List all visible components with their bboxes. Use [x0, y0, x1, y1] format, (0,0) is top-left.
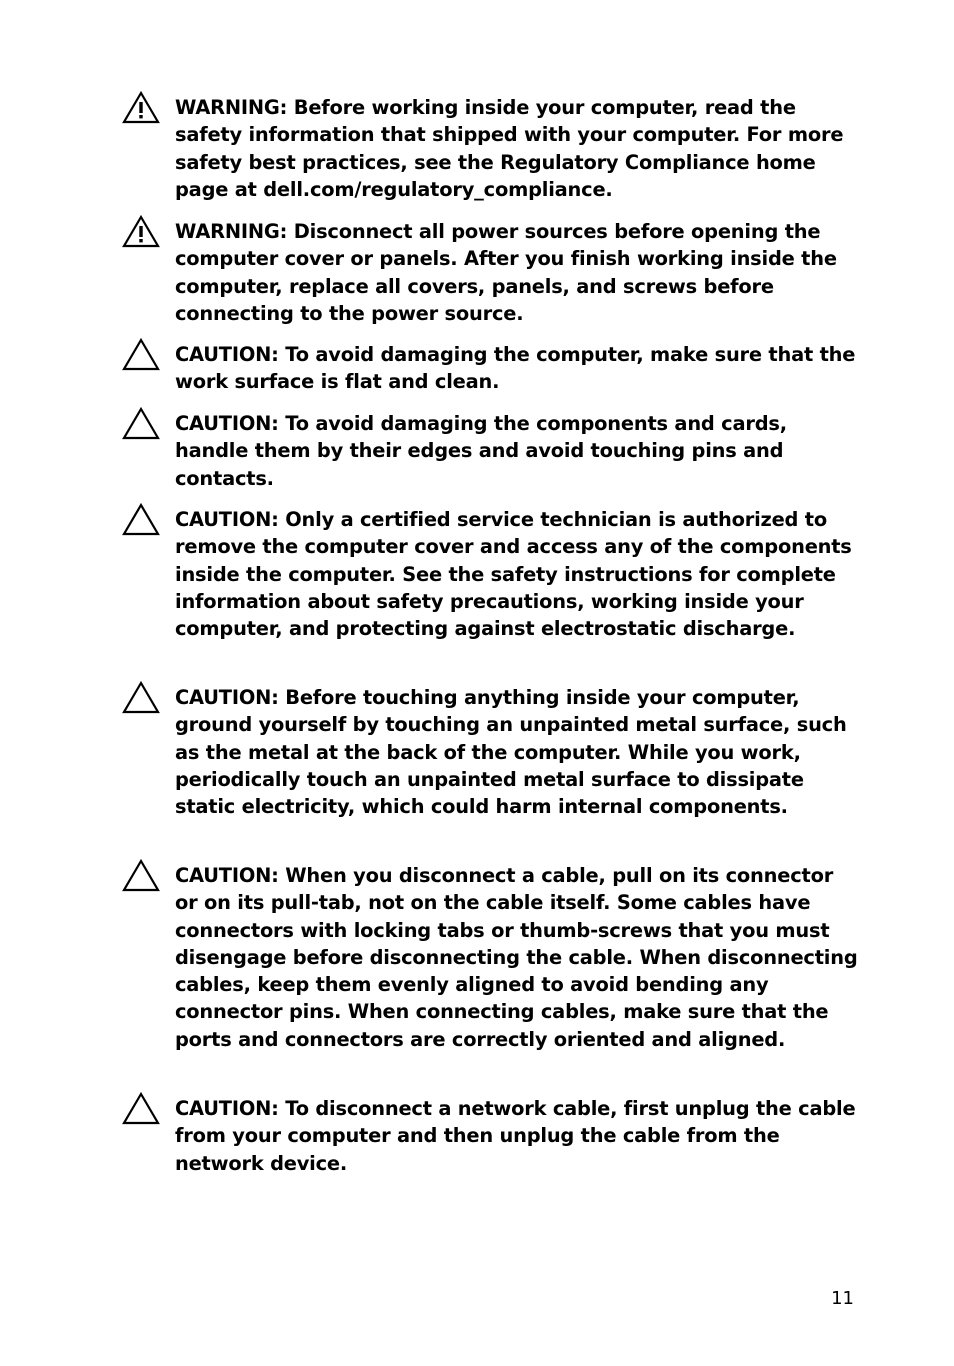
- caution-triangle-icon: [122, 337, 160, 371]
- notice-text: CAUTION: To avoid damaging the computer, make sure that the work surface is flat and clean.: [175, 343, 856, 394]
- caution-triangle-icon: [122, 858, 160, 892]
- caution-notice-1: [122, 341, 862, 396]
- notice-text: CAUTION: Before touching anything inside your computer, ground yourself by touching an unpainted metal surface, such as the metal at the back of the computer. While you work, periodically touch an unpainted metal surface to dissipate static electricity, which could harm internal components.: [175, 686, 847, 819]
- caution-triangle-icon: [122, 1091, 160, 1125]
- notice-text: CAUTION: Only a certified service technician is authorized to remove the computer cover and access any of the components inside the computer. See the safety instructions for complete information about safety precautions, working inside your computer, and protecting against electrostatic discharge.: [175, 508, 852, 641]
- caution-triangle-icon: [122, 680, 160, 714]
- notice-text: CAUTION: To disconnect a network cable, first unplug the cable from your computer and then unplug the cable from the network device.: [175, 1097, 856, 1175]
- warning-triangle-icon: [122, 90, 160, 124]
- caution-notice-2: [122, 410, 862, 492]
- warning-triangle-icon: [122, 214, 160, 248]
- caution-notice-6: [122, 1095, 862, 1177]
- notice-text: CAUTION: To avoid damaging the components and cards, handle them by their edges and avoid touching pins and contacts.: [175, 412, 787, 490]
- caution-notice-5: [122, 862, 862, 1053]
- caution-triangle-icon: [122, 502, 160, 536]
- warning-notice-1: [122, 94, 862, 203]
- notice-text: CAUTION: When you disconnect a cable, pull on its connector or on its pull-tab, not on the cable itself. Some cables have connectors with locking tabs or thumb-screws that you must disengage before disconnecting the cable. When disconnecting cables, keep them evenly aligned to avoid bending any connector pins. When connecting cables, make sure that the ports and connectors are correctly oriented and aligned.: [175, 864, 858, 1051]
- caution-triangle-icon: [122, 406, 160, 440]
- page-number: 11: [831, 1288, 854, 1309]
- warning-notice-2: [122, 218, 862, 327]
- caution-notice-3: [122, 506, 862, 642]
- notice-text: WARNING: Disconnect all power sources before opening the computer cover or panels. After you finish working inside the computer, replace all covers, panels, and screws before connecting to the power source.: [175, 220, 837, 325]
- caution-notice-4: [122, 684, 862, 820]
- notice-text: WARNING: Before working inside your computer, read the safety information that shipped with your computer. For more safety best practices, see the Regulatory Compliance home page at dell.com/regulatory_compliance.: [175, 96, 844, 201]
